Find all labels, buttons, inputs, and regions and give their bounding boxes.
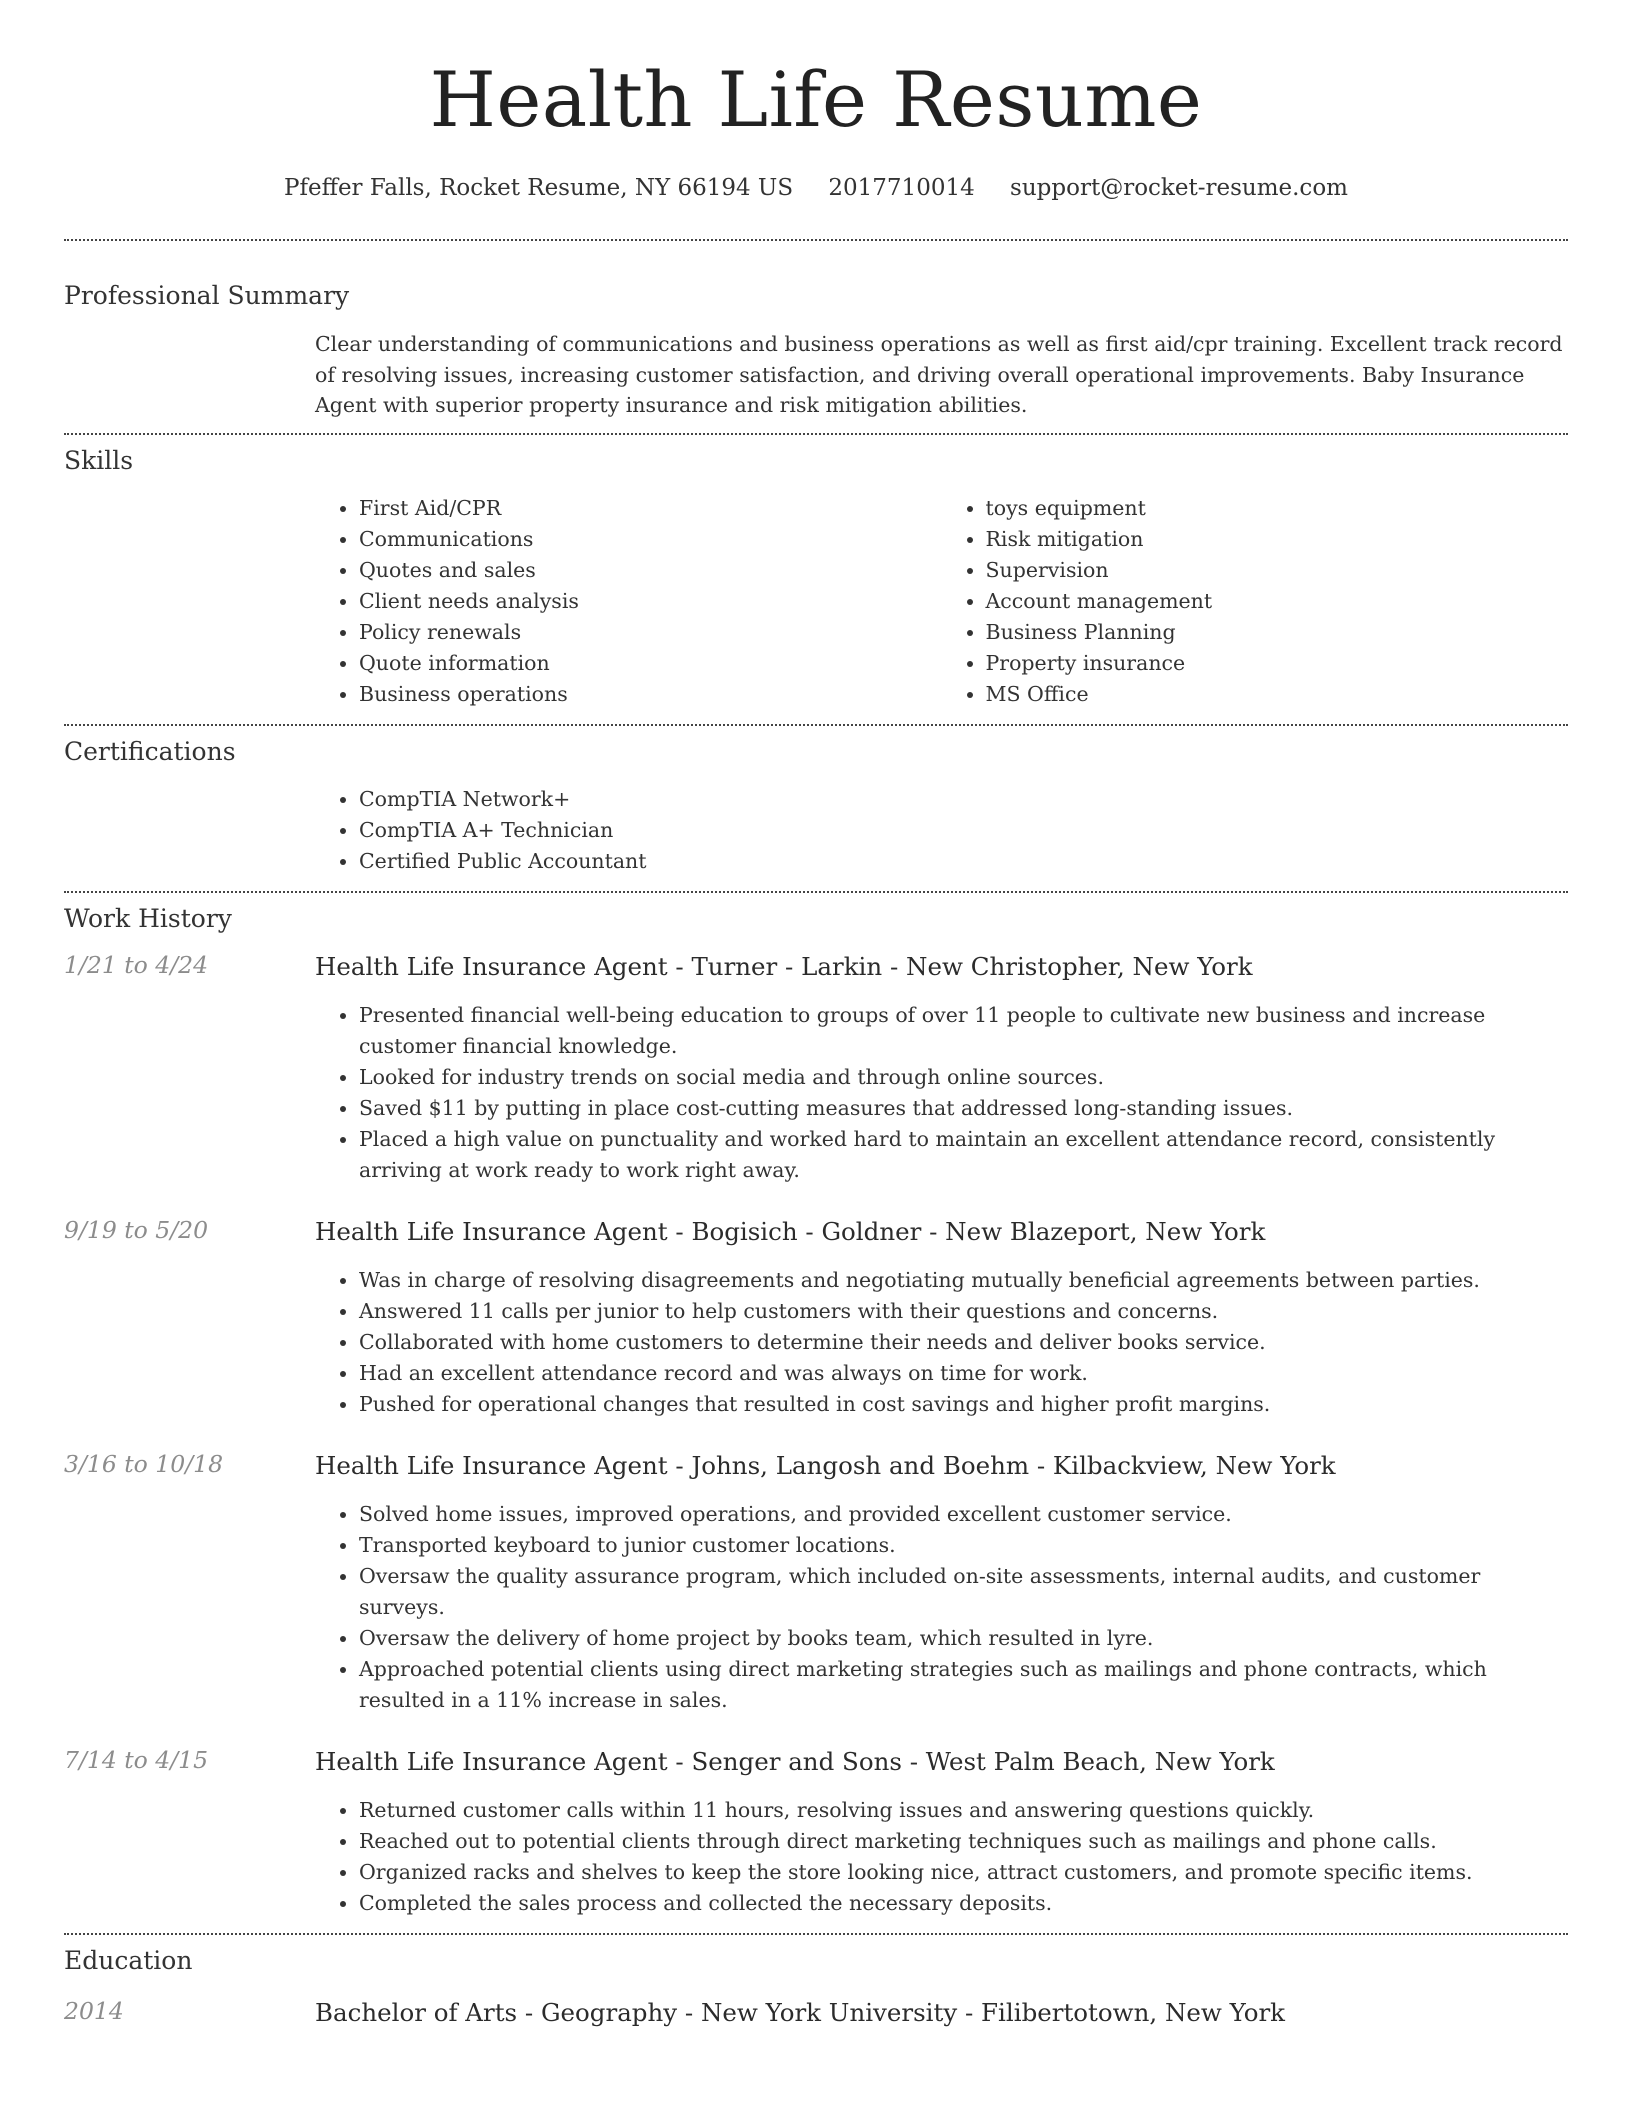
- section-divider: [64, 239, 1568, 241]
- list-item: • Collaborated with home customers to determine their needs and deliver books service.: [359, 1327, 1568, 1358]
- job-title: Health Life Insurance Agent - Senger and Sons - West Palm Beach, New York: [315, 1746, 1275, 1776]
- list-item: • Certified Public Accountant: [359, 846, 1568, 877]
- list-item: • Completed the sales process and collected the necessary deposits.: [359, 1888, 1568, 1919]
- job-entry: [64, 1450, 1568, 1716]
- list-item: • Quote information: [359, 648, 942, 679]
- section-divider: [64, 724, 1568, 726]
- list-item: • Saved $11 by putting in place cost-cutting measures that addressed long-standing issues.: [359, 1093, 1568, 1124]
- job-bullets: [315, 1000, 1568, 1186]
- list-item: • toys equipment: [986, 493, 1569, 524]
- job-title: Health Life Insurance Agent - Turner - Larkin - New Christopher, New York: [315, 951, 1253, 981]
- list-item: • Approached potential clients using direct marketing strategies such as mailings and phone contracts, which resulted in a 11% increase in sales.: [359, 1654, 1568, 1716]
- list-item: • Oversaw the quality assurance program, which included on-site assessments, internal audits, and customer surveys.: [359, 1561, 1568, 1623]
- list-item: • Client needs analysis: [359, 586, 942, 617]
- list-item: • Answered 11 calls per junior to help customers with their questions and concerns.: [359, 1296, 1568, 1327]
- job-details: [315, 1000, 1568, 1186]
- list-item: • Solved home issues, improved operations, and provided excellent customer service.: [359, 1499, 1568, 1530]
- contact-phone: 2017710014: [828, 175, 975, 201]
- job-date: 1/21 to 4/24: [64, 950, 209, 979]
- work-history-heading: Work History: [64, 903, 232, 933]
- job-title: Health Life Insurance Agent - Johns, Langosh and Boehm - Kilbackview, New York: [315, 1450, 1336, 1480]
- resume-page: [64, 0, 1568, 2029]
- job-bullets: [315, 1795, 1568, 1919]
- list-item: • MS Office: [986, 679, 1569, 710]
- job-entry: [64, 1216, 1568, 1420]
- job-details: [315, 1265, 1568, 1420]
- job-details: [315, 1795, 1568, 1919]
- summary-text: Clear understanding of communications and business operations as well as first aid/cpr training. Excellent track record of resolving issues, increasing customer satisfaction, and driving overall operational improvements. Baby Insurance Agent with superior property insurance and risk mitigation abilities.: [315, 332, 1563, 417]
- skills-list-left: [315, 493, 942, 710]
- list-item: • Communications: [359, 524, 942, 555]
- list-item: • First Aid/CPR: [359, 493, 942, 524]
- list-item: • Placed a high value on punctuality and worked hard to maintain an excellent attendance record, consistently arriving at work ready to work right away.: [359, 1124, 1568, 1186]
- list-item: • CompTIA A+ Technician: [359, 815, 1568, 846]
- certifications-block: [315, 784, 1568, 877]
- list-item: • Returned customer calls within 11 hours, resolving issues and answering questions quickly.: [359, 1795, 1568, 1826]
- contact-line: [64, 175, 1568, 201]
- job-entry: [64, 951, 1568, 1186]
- skills-list-right: [942, 493, 1569, 710]
- job-title: Health Life Insurance Agent - Bogisich - Goldner - New Blazeport, New York: [315, 1216, 1266, 1246]
- list-item: • Policy renewals: [359, 617, 942, 648]
- list-item: • Was in charge of resolving disagreements and negotiating mutually beneficial agreements between parties.: [359, 1265, 1568, 1296]
- job-date: 7/14 to 4/15: [64, 1745, 209, 1774]
- job-date: 9/19 to 5/20: [64, 1215, 209, 1244]
- list-item: • Property insurance: [986, 648, 1569, 679]
- education-date: 2014: [64, 1996, 124, 2025]
- education-heading: Education: [64, 1945, 193, 1975]
- list-item: • Organized racks and shelves to keep the store looking nice, attract customers, and promote specific items.: [359, 1857, 1568, 1888]
- list-item: • Supervision: [986, 555, 1569, 586]
- job-details: [315, 1499, 1568, 1716]
- certifications-heading: Certifications: [64, 736, 236, 766]
- skills-heading: Skills: [64, 445, 134, 475]
- education-title: Bachelor of Arts - Geography - New York University - Filibertotown, New York: [315, 1997, 1286, 2027]
- job-date: 3/16 to 10/18: [64, 1449, 224, 1478]
- list-item: • Business operations: [359, 679, 942, 710]
- certifications-list: [315, 784, 1568, 877]
- list-item: • Presented financial well-being education to groups of over 11 people to cultivate new business and increase customer financial knowledge.: [359, 1000, 1568, 1062]
- list-item: • Pushed for operational changes that resulted in cost savings and higher profit margins.: [359, 1389, 1568, 1420]
- contact-email: support@rocket-resume.com: [1010, 175, 1348, 201]
- contact-address: Pfeffer Falls, Rocket Resume, NY 66194 US: [284, 175, 794, 201]
- list-item: • CompTIA Network+: [359, 784, 1568, 815]
- list-item: • Transported keyboard to junior customer locations.: [359, 1530, 1568, 1561]
- job-bullets: [315, 1499, 1568, 1716]
- summary-heading: Professional Summary: [64, 281, 350, 310]
- job-bullets: [315, 1265, 1568, 1420]
- list-item: • Account management: [986, 586, 1569, 617]
- list-item: • Quotes and sales: [359, 555, 942, 586]
- list-item: • Reached out to potential clients through direct marketing techniques such as mailings and phone calls.: [359, 1826, 1568, 1857]
- list-item: • Looked for industry trends on social media and through online sources.: [359, 1062, 1568, 1093]
- section-divider: [64, 433, 1568, 435]
- section-divider: [64, 891, 1568, 893]
- list-item: • Business Planning: [986, 617, 1569, 648]
- skills-columns: [315, 493, 1568, 710]
- section-divider: [64, 1933, 1568, 1935]
- list-item: • Oversaw the delivery of home project by books team, which resulted in lyre.: [359, 1623, 1568, 1654]
- list-item: • Risk mitigation: [986, 524, 1569, 555]
- resume-name: Health Life Resume: [429, 55, 1203, 144]
- job-entry: [64, 1746, 1568, 1919]
- list-item: • Had an excellent attendance record and was always on time for work.: [359, 1358, 1568, 1389]
- education-entry: [64, 1997, 1568, 2029]
